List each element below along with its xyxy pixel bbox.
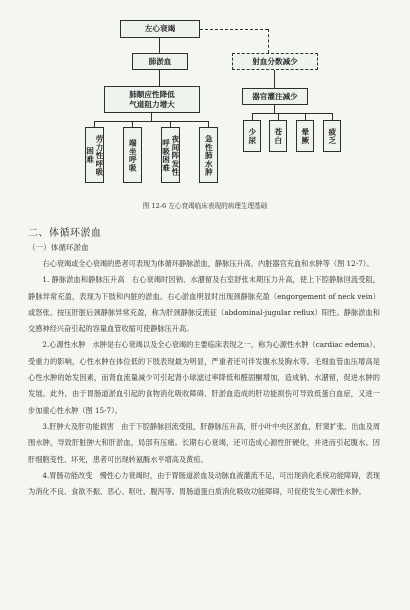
paragraph: 3.肝肿大及肝功能损害 由于下腔静脉回流受阻，肝静脉压升高，肝小叶中央区淤血，肝窦扩张、出血及周围水肿，导致肝脏肿大和肝淤血，局部有压痛。长期右心衰竭，还可造成心源性肝硬化，并进而引起腹水。因肝细胞变性、坏死，患者可出现转氨酶水平增高及黄疸。 <box>28 421 380 464</box>
dashed-connector <box>200 29 268 30</box>
node-fatigue: 疲乏 <box>323 120 341 152</box>
dashed-connector <box>268 29 269 53</box>
connector <box>252 113 253 120</box>
connector <box>332 113 333 120</box>
connector <box>274 105 275 113</box>
node-pallor: 苍白 <box>269 120 287 152</box>
body-text <box>28 224 380 500</box>
connector <box>159 70 160 86</box>
connector <box>252 113 332 114</box>
node-oliguria: 少尿 <box>243 120 261 152</box>
pathophysiology-diagram <box>0 0 410 215</box>
node-exertional-dyspnea: 劳力性呼吸困难 <box>85 127 104 183</box>
node-reduced-compliance: 肺顺应性降低 气道阻力增大 <box>104 86 200 113</box>
connector <box>305 113 306 120</box>
node-syncope: 晕厥 <box>296 120 314 152</box>
paragraph: 4.胃肠功能改变 慢性心力衰竭时，由于胃肠道淤血及动脉血液灌流不足，可出现消化系统功能障碍，表现为消化不良、食欲不振、恶心、呕吐、腹泻等。胃肠道蛋白质消化吸收功能障碍，可促使发生心源性水肿。 <box>28 470 380 497</box>
node-paroxysmal-nocturnal-dyspnea: 夜间阵发性呼吸困难 <box>161 127 180 183</box>
subsection-heading: （一）体循环淤血 <box>28 243 89 252</box>
paragraph: 右心衰竭或全心衰竭的患者可表现为体循环静脉淤血，静脉压升高，内脏器官充血和水肿等（图 12-7）。 <box>42 259 374 268</box>
figure-caption: 图 12-6 左心衰竭临床表现的病理生理基础 <box>142 202 268 210</box>
paragraph: 2.心源性水肿 水肿是右心衰竭以及全心衰竭的主要临床表现之一，称为心源性水肿（cardiac edema）。受重力的影响，心性水肿在体位低的下肢表现最为明显，严重者还可伴发腹水及胸水等。毛细血管血压增高是心性水肿的始发因素，而肾血流量减少可引起肾小球滤过率降低和醛固酮增加，造成钠、水潴留，促进水肿的发展。此外，由于胃肠道淤血引起的食物消化吸收障碍、肝淤血造成的肝功能损伤可导致低蛋白血症，又进一步加重心性水肿（图 15-7）。 <box>28 340 380 415</box>
connector <box>274 70 275 88</box>
node-orthopnea: 端坐呼吸 <box>123 127 142 183</box>
connector <box>159 38 160 53</box>
paragraph: 1. 静脉淤血和静脉压升高 右心衰竭时因钠、水潴留及右室舒张末期压力升高，使上下腔静脉回流受阻，静脉异常充盈，表现为下肢和内脏的淤血。右心淤血明显时出现颈静脉充盈（engorgement of neck vein）或怒张。按压肝脏后颈静脉异常充盈，称为肝颈静脉反流征（abdominal-jugular reflux）阳性。静脉淤血和交感神经兴奋引起的容量血管收缩可使静脉压升高。 <box>28 275 380 334</box>
node-acute-pulmonary-edema: 急性肺水肿 <box>199 127 218 183</box>
node-pulmonary-congestion: 肺淤血 <box>132 53 188 70</box>
connector <box>94 121 208 122</box>
connector <box>151 113 152 121</box>
node-reduced-perfusion: 器官灌注减少 <box>242 88 308 105</box>
node-reduced-ejection-fraction: 射血分数减少 <box>232 53 318 70</box>
node-left-heart-failure: 左心衰竭 <box>120 20 200 38</box>
section-heading: 二、体循环淤血 <box>28 228 102 239</box>
connector <box>278 113 279 120</box>
